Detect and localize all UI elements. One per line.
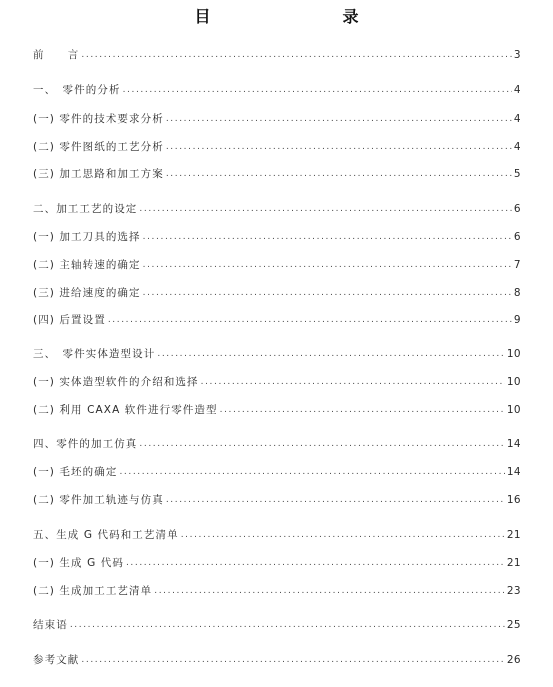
leader-dots — [119, 465, 504, 479]
leader-dots — [166, 112, 512, 126]
toc-entry-label: 二、加工工艺的设定 — [33, 203, 138, 215]
toc-entry-label: 四、零件的加工仿真 — [33, 438, 138, 450]
leader-dots — [126, 556, 505, 570]
leader-dots — [108, 313, 512, 327]
toc-entry — [33, 200, 521, 216]
toc-entry — [33, 651, 521, 667]
leader-dots — [220, 403, 505, 417]
leader-dots — [154, 584, 505, 598]
toc-entry — [33, 373, 521, 389]
toc-entry-page: 4 — [513, 113, 521, 125]
toc-entry — [33, 401, 521, 417]
toc-entry — [33, 138, 521, 154]
toc-entry-label: (二) 零件图纸的工艺分析 — [33, 141, 164, 153]
toc-entry-label: (二) 主轴转速的确定 — [33, 259, 141, 271]
toc-entry — [33, 463, 521, 479]
toc-entry — [33, 311, 521, 327]
toc-entry-label: (三) 加工思路和加工方案 — [33, 168, 164, 180]
toc-entry — [33, 582, 521, 598]
leader-dots — [166, 167, 512, 181]
toc-entry-label: 结束语 — [33, 619, 68, 631]
toc-entry-page: 14 — [506, 466, 521, 478]
toc-entry — [33, 256, 521, 272]
toc-entry-label: (一) 实体造型软件的介绍和选择 — [33, 376, 199, 388]
toc-entry — [33, 165, 521, 181]
leader-dots — [143, 286, 512, 300]
toc-entry — [33, 435, 521, 451]
page-title: 目 录 — [194, 7, 417, 26]
leader-dots — [123, 83, 512, 97]
toc-entry-label: (一) 加工刀具的选择 — [33, 231, 141, 243]
toc-entry-page: 10 — [506, 376, 521, 388]
toc-entry — [33, 491, 521, 507]
toc-entry-page: 4 — [513, 84, 521, 96]
toc-entry-page: 9 — [513, 314, 521, 326]
toc-entry-page: 23 — [506, 585, 521, 597]
toc-entry-label: (一) 毛坯的确定 — [33, 466, 118, 478]
toc-entry-page: 21 — [506, 557, 521, 569]
toc-entry-page: 8 — [513, 287, 521, 299]
toc-entry-page: 6 — [513, 231, 521, 243]
toc-entry-page: 5 — [513, 168, 521, 180]
toc-entry — [33, 554, 521, 570]
leader-dots — [81, 653, 504, 667]
leader-dots — [139, 202, 512, 216]
toc-entry-page: 16 — [506, 494, 521, 506]
toc-entry-page: 14 — [506, 438, 521, 450]
toc-entry-page: 10 — [506, 348, 521, 360]
toc-entry-label: (二) 生成加工工艺清单 — [33, 585, 153, 597]
toc-entry-label: 五、生成 G 代码和工艺清单 — [33, 529, 179, 541]
leader-dots — [181, 528, 505, 542]
leader-dots — [143, 230, 512, 244]
toc-entry — [33, 284, 521, 300]
toc-entry-page: 7 — [513, 259, 521, 271]
toc-entry-label: (一) 生成 G 代码 — [33, 557, 124, 569]
leader-dots — [81, 48, 512, 62]
toc-entry-page: 4 — [513, 141, 521, 153]
toc-entry-label: 三、 零件实体造型设计 — [33, 348, 156, 360]
leader-dots — [166, 493, 505, 507]
toc-entry — [33, 345, 521, 361]
leader-dots — [139, 437, 504, 451]
toc-entry-label: (四) 后置设置 — [33, 314, 106, 326]
leader-dots — [70, 618, 505, 632]
toc-entry-page: 25 — [506, 619, 521, 631]
toc-entry-label: 前 言 — [33, 49, 80, 61]
toc-entry-label: (二) 利用 CAXA 软件进行零件造型 — [33, 404, 218, 416]
leader-dots — [143, 258, 512, 272]
toc-entry — [33, 81, 521, 97]
leader-dots — [157, 347, 504, 361]
toc-entry — [33, 110, 521, 126]
toc-entry-page: 3 — [513, 49, 521, 61]
toc-entry-label: 参考文献 — [33, 654, 80, 666]
toc-entry-label: (三) 进给速度的确定 — [33, 287, 141, 299]
toc-entry-page: 26 — [506, 654, 521, 666]
toc-entry — [33, 228, 521, 244]
toc-entry-page: 21 — [506, 529, 521, 541]
toc-entry-label: (二) 零件加工轨迹与仿真 — [33, 494, 164, 506]
toc-entry — [33, 616, 521, 632]
toc-entry-label: (一) 零件的技术要求分析 — [33, 113, 164, 125]
toc-entry-label: 一、 零件的分析 — [33, 84, 121, 96]
toc-entry-page: 10 — [506, 404, 521, 416]
toc-entry — [33, 526, 521, 542]
toc-entry-page: 6 — [513, 203, 521, 215]
toc-entry — [33, 46, 521, 62]
leader-dots — [201, 375, 505, 389]
leader-dots — [166, 140, 512, 154]
